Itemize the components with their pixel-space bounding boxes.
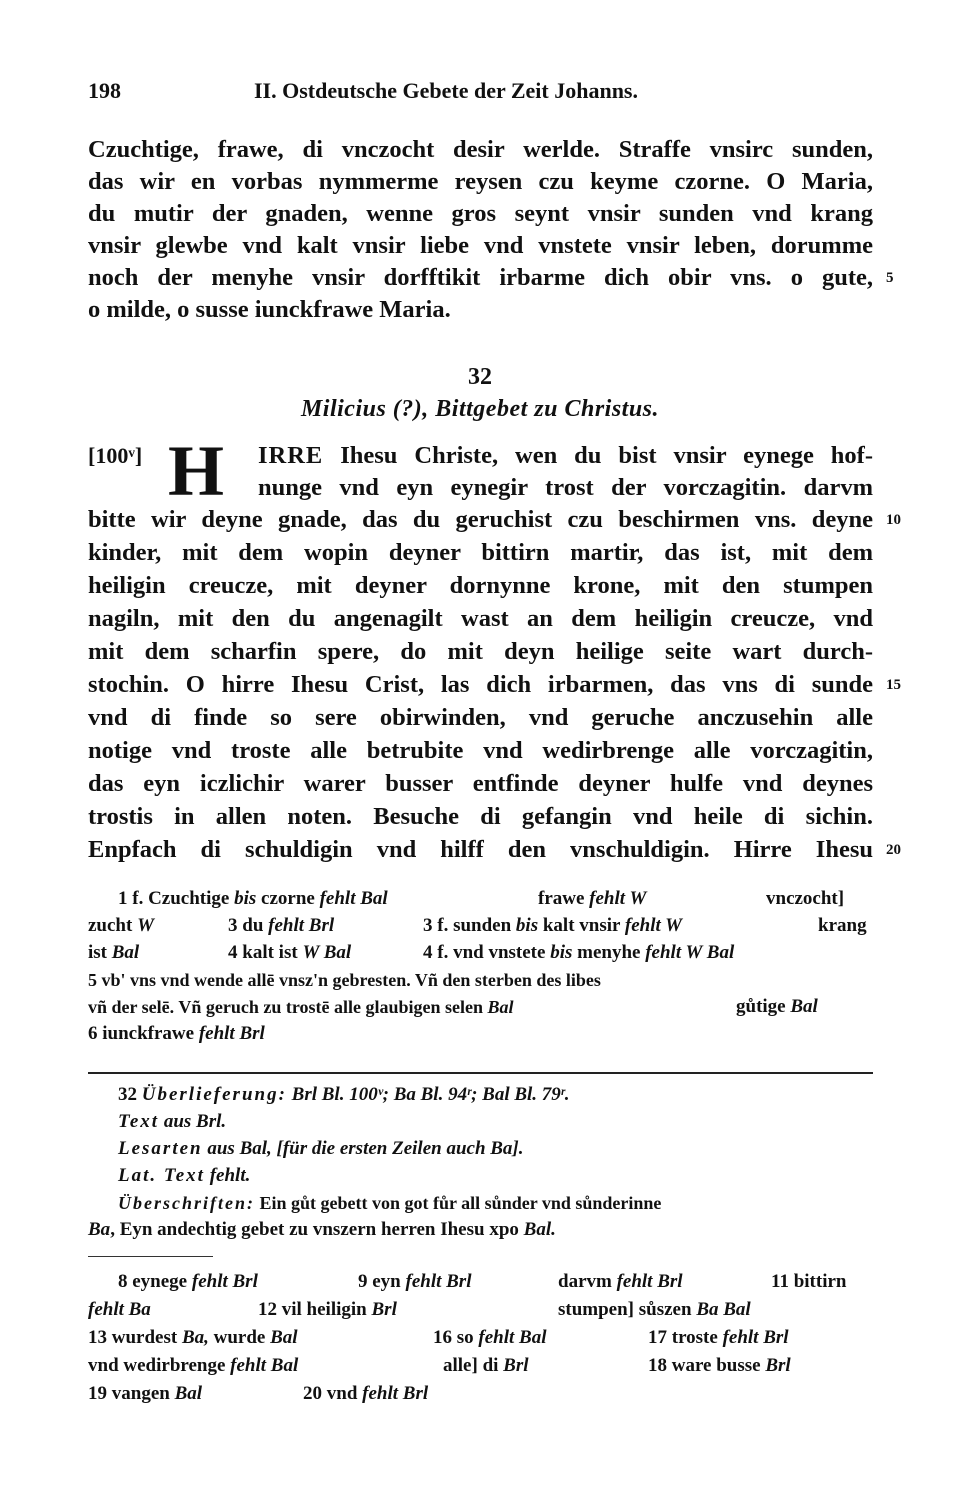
- apparatus-text: 13 wurdest: [88, 1327, 182, 1348]
- note-line: [118, 1190, 661, 1216]
- note-text: fehlt.: [204, 1165, 251, 1186]
- apparatus-line: [118, 886, 388, 912]
- apparatus-line: [88, 940, 139, 966]
- apparatus-line: krang: [818, 915, 867, 936]
- text-line: das eyn iczlichir warer busser entfinde deyner hulfe vnd deynes: [88, 770, 873, 797]
- apparatus-siglum: fehlt Ba: [88, 1299, 151, 1320]
- apparatus-siglum: fehlt Bal: [478, 1327, 547, 1348]
- apparatus-siglum: Ba,: [181, 1327, 209, 1348]
- text-line: Czuchtige, frawe, di vnczocht desir werlde. Straffe vnsirc sunden,: [88, 136, 873, 163]
- apparatus-siglum: Brl: [503, 1355, 529, 1376]
- apparatus-text: wurde: [208, 1327, 271, 1348]
- apparatus-siglum: fehlt Brl: [268, 915, 335, 936]
- apparatus-text: ist: [88, 942, 112, 963]
- apparatus-siglum: bis: [234, 888, 257, 909]
- divider-rule: [88, 1072, 873, 1074]
- apparatus-text: 8 eynege: [118, 1271, 192, 1292]
- apparatus-siglum: fehlt W: [624, 915, 683, 936]
- first-line-rest: Ihesu Christe, wen du bist vnsir eynege hof-: [323, 442, 873, 469]
- running-header: [88, 78, 808, 110]
- apparatus-siglum: fehlt Brl: [722, 1327, 789, 1348]
- apparatus-text: 6 iunckfrawe: [88, 1023, 199, 1044]
- small-caps-word: IRRE: [258, 442, 324, 469]
- text-line-first: [258, 440, 873, 472]
- line-number: 20: [886, 842, 901, 858]
- note-label: Text: [118, 1111, 160, 1132]
- apparatus-line: [558, 1268, 683, 1296]
- note-text: , Eyn andechtig gebet zu vnszern herren Ihesu xpo: [110, 1219, 524, 1240]
- apparatus-siglum: W: [137, 915, 154, 936]
- apparatus-siglum: bis: [515, 915, 539, 936]
- apparatus-text: 12 vil heiligin: [258, 1299, 372, 1320]
- apparatus-line: [88, 1380, 202, 1408]
- apparatus-text: frawe: [538, 888, 590, 909]
- note-line: [118, 1163, 250, 1189]
- apparatus-siglum: Ba Bal: [696, 1299, 751, 1320]
- section-title: Milicius (?), Bittgebet zu Christus.: [300, 396, 660, 422]
- running-title: II. Ostdeutsche Gebete der Zeit Johanns.: [254, 78, 638, 103]
- apparatus-siglum: Bal: [270, 1327, 298, 1348]
- apparatus-line: [443, 1352, 529, 1380]
- apparatus-line: [228, 913, 334, 939]
- divider-rule-short: [88, 1256, 213, 1257]
- apparatus-siglum: W Bal: [302, 942, 352, 963]
- apparatus-line: [433, 1324, 547, 1352]
- apparatus-text: vnd wedirbrenge: [88, 1355, 231, 1376]
- apparatus-text: 3 f. sunden: [423, 915, 516, 936]
- apparatus-text: 1 f. Czuchtige: [118, 888, 235, 909]
- apparatus-text: menyhe: [572, 942, 646, 963]
- page-number: 198: [88, 78, 121, 103]
- text-line: stochin. O hirre Ihesu Crist, las dich irbarmen, das vns di sunde: [88, 671, 873, 698]
- apparatus-line: [423, 913, 682, 939]
- line-number: 10: [886, 512, 901, 528]
- apparatus-text: alle] di: [443, 1355, 504, 1376]
- apparatus-text: 4 kalt ist: [228, 942, 303, 963]
- apparatus-line: [88, 994, 514, 1020]
- text-line: kinder, mit dem wopin deyner bittirn martir, das ist, mit dem: [88, 539, 873, 566]
- apparatus-siglum: fehlt Bal: [230, 1355, 299, 1376]
- note-line: [118, 1136, 524, 1162]
- apparatus-line: [648, 1352, 791, 1380]
- line-number: 5: [886, 270, 894, 286]
- text-line: o milde, o susse iunckfrawe Maria.: [88, 296, 451, 323]
- apparatus-line: [538, 886, 646, 912]
- apparatus-siglum: fehlt Brl: [191, 1271, 258, 1292]
- apparatus-line: 5 vb' vns vnd wende allē vnsz'n gebresten. Vñ den sterben des libes: [88, 970, 601, 990]
- apparatus-line: [258, 1296, 397, 1324]
- apparatus-line: [88, 1296, 151, 1324]
- apparatus-line: [118, 1268, 258, 1296]
- apparatus-siglum: Brl: [371, 1299, 397, 1320]
- note-text: Ein gůt gebett von got fůr all sůnder vnd sůnderinne: [255, 1193, 662, 1213]
- note-text: Brl Bl. 100ᵛ; Ba Bl. 94ʳ; Bal Bl. 79ʳ.: [286, 1084, 570, 1105]
- apparatus-line: [558, 1296, 751, 1324]
- note-line: [118, 1082, 570, 1108]
- apparatus-text: gůtige: [736, 996, 791, 1017]
- apparatus-line: [423, 940, 734, 966]
- apparatus-line: [88, 913, 154, 939]
- note-text: aus Bal, [für die ersten Zeilen auch Ba].: [202, 1138, 524, 1159]
- apparatus-line: 11 bittirn: [771, 1271, 847, 1292]
- drop-initial: H: [168, 431, 225, 511]
- apparatus-siglum: fehlt Brl: [362, 1383, 429, 1404]
- text-line: vnsir glewbe vnd kalt vnsir liebe vnd vnstete vnsir leben, dorumme: [88, 232, 873, 259]
- line-number: 15: [886, 677, 901, 693]
- text-line: noch der menyhe vnsir dorfftikit irbarme dich obir vns. o gute,: [88, 264, 873, 291]
- apparatus-line: [88, 1324, 298, 1352]
- apparatus-line: [358, 1268, 471, 1296]
- note-number: 32: [118, 1084, 142, 1105]
- apparatus-text: czorne: [256, 888, 320, 909]
- apparatus-text: 9 eyn: [358, 1271, 406, 1292]
- apparatus-text: 19 vangen: [88, 1383, 175, 1404]
- apparatus-siglum: fehlt Brl: [405, 1271, 472, 1292]
- apparatus-line: [228, 940, 351, 966]
- apparatus-line: vnczocht]: [766, 888, 845, 909]
- note-line: [88, 1217, 556, 1243]
- text-line: notige vnd troste alle betrubite vnd wedirbrenge alle vorczagitin,: [88, 737, 873, 764]
- text-line-second: nunge vnd eyn eynegir trost der vorczagitin. darvm: [258, 474, 873, 501]
- section-number: 32: [468, 364, 492, 390]
- apparatus-text: zucht: [88, 915, 138, 936]
- apparatus-text: vñ der selē. Vñ geruch zu trostē alle glaubigen selen: [88, 997, 488, 1017]
- apparatus-text: 17 troste: [648, 1327, 723, 1348]
- note-label: Überschriften:: [118, 1193, 255, 1213]
- text-line: du mutir der gnaden, wenne gros seynt vnsir sunden vnd krang: [88, 200, 873, 227]
- apparatus-siglum: fehlt Brl: [616, 1271, 683, 1292]
- text-line: trostis in allen noten. Besuche di gefangin vnd heile di sichin.: [88, 803, 873, 830]
- apparatus-siglum: Bal: [790, 996, 818, 1017]
- apparatus-siglum: fehlt Brl: [198, 1023, 265, 1044]
- apparatus-line: [88, 1352, 298, 1380]
- apparatus-line: [88, 1021, 265, 1047]
- note-line: [118, 1109, 226, 1135]
- apparatus-line: [648, 1324, 789, 1352]
- apparatus-text: 16 so: [433, 1327, 479, 1348]
- apparatus-siglum: Bal: [111, 942, 140, 963]
- apparatus-text: 3 du: [228, 915, 269, 936]
- apparatus-siglum: fehlt Bal: [319, 888, 388, 909]
- apparatus-text: kalt vnsir: [538, 915, 625, 936]
- note-label: Lat. Text: [118, 1165, 205, 1186]
- apparatus-siglum: fehlt W: [589, 888, 647, 909]
- text-line: nagiln, mit den du angenagilt wast an dem heiligin creucze, vnd: [88, 605, 873, 632]
- note-label: Lesarten: [118, 1138, 203, 1159]
- text-line: das wir en vorbas nymmerme reysen czu keyme czorne. O Maria,: [88, 168, 873, 195]
- note-siglum: Bal.: [523, 1219, 556, 1240]
- apparatus-siglum: Brl: [765, 1355, 791, 1376]
- text-line: mit dem scharfin spere, do mit deyn heilige seite wart durch-: [88, 638, 873, 665]
- apparatus-siglum: bis: [550, 942, 573, 963]
- apparatus-siglum: Bal: [174, 1383, 203, 1404]
- note-text: aus Brl.: [159, 1111, 227, 1132]
- text-line: Enpfach di schuldigin vnd hilff den vnschuldigin. Hirre Ihesu: [88, 836, 873, 863]
- note-siglum: Ba: [88, 1219, 111, 1240]
- text-line: vnd di finde so sere obirwinden, vnd geruche anczusehin alle: [88, 704, 873, 731]
- text-line: heiligin creucze, mit deyner dornynne krone, mit den stumpen: [88, 572, 873, 599]
- note-label: Überlieferung:: [141, 1084, 287, 1105]
- folio-reference: [100ᵛ]: [88, 443, 143, 468]
- apparatus-text: darvm: [558, 1271, 617, 1292]
- apparatus-text: 18 ware busse: [648, 1355, 766, 1376]
- apparatus-text: 4 f. vnd vnstete: [423, 942, 551, 963]
- apparatus-text: 20 vnd: [303, 1383, 363, 1404]
- apparatus-siglum: Bal: [487, 997, 514, 1017]
- apparatus-line: [736, 994, 818, 1020]
- apparatus-text: stumpen] sůszen: [558, 1299, 697, 1320]
- apparatus-line: [303, 1380, 428, 1408]
- text-line: bitte wir deyne gnade, das du geruchist czu beschirmen vns. deyne: [88, 506, 873, 533]
- apparatus-siglum: fehlt W Bal: [645, 942, 735, 963]
